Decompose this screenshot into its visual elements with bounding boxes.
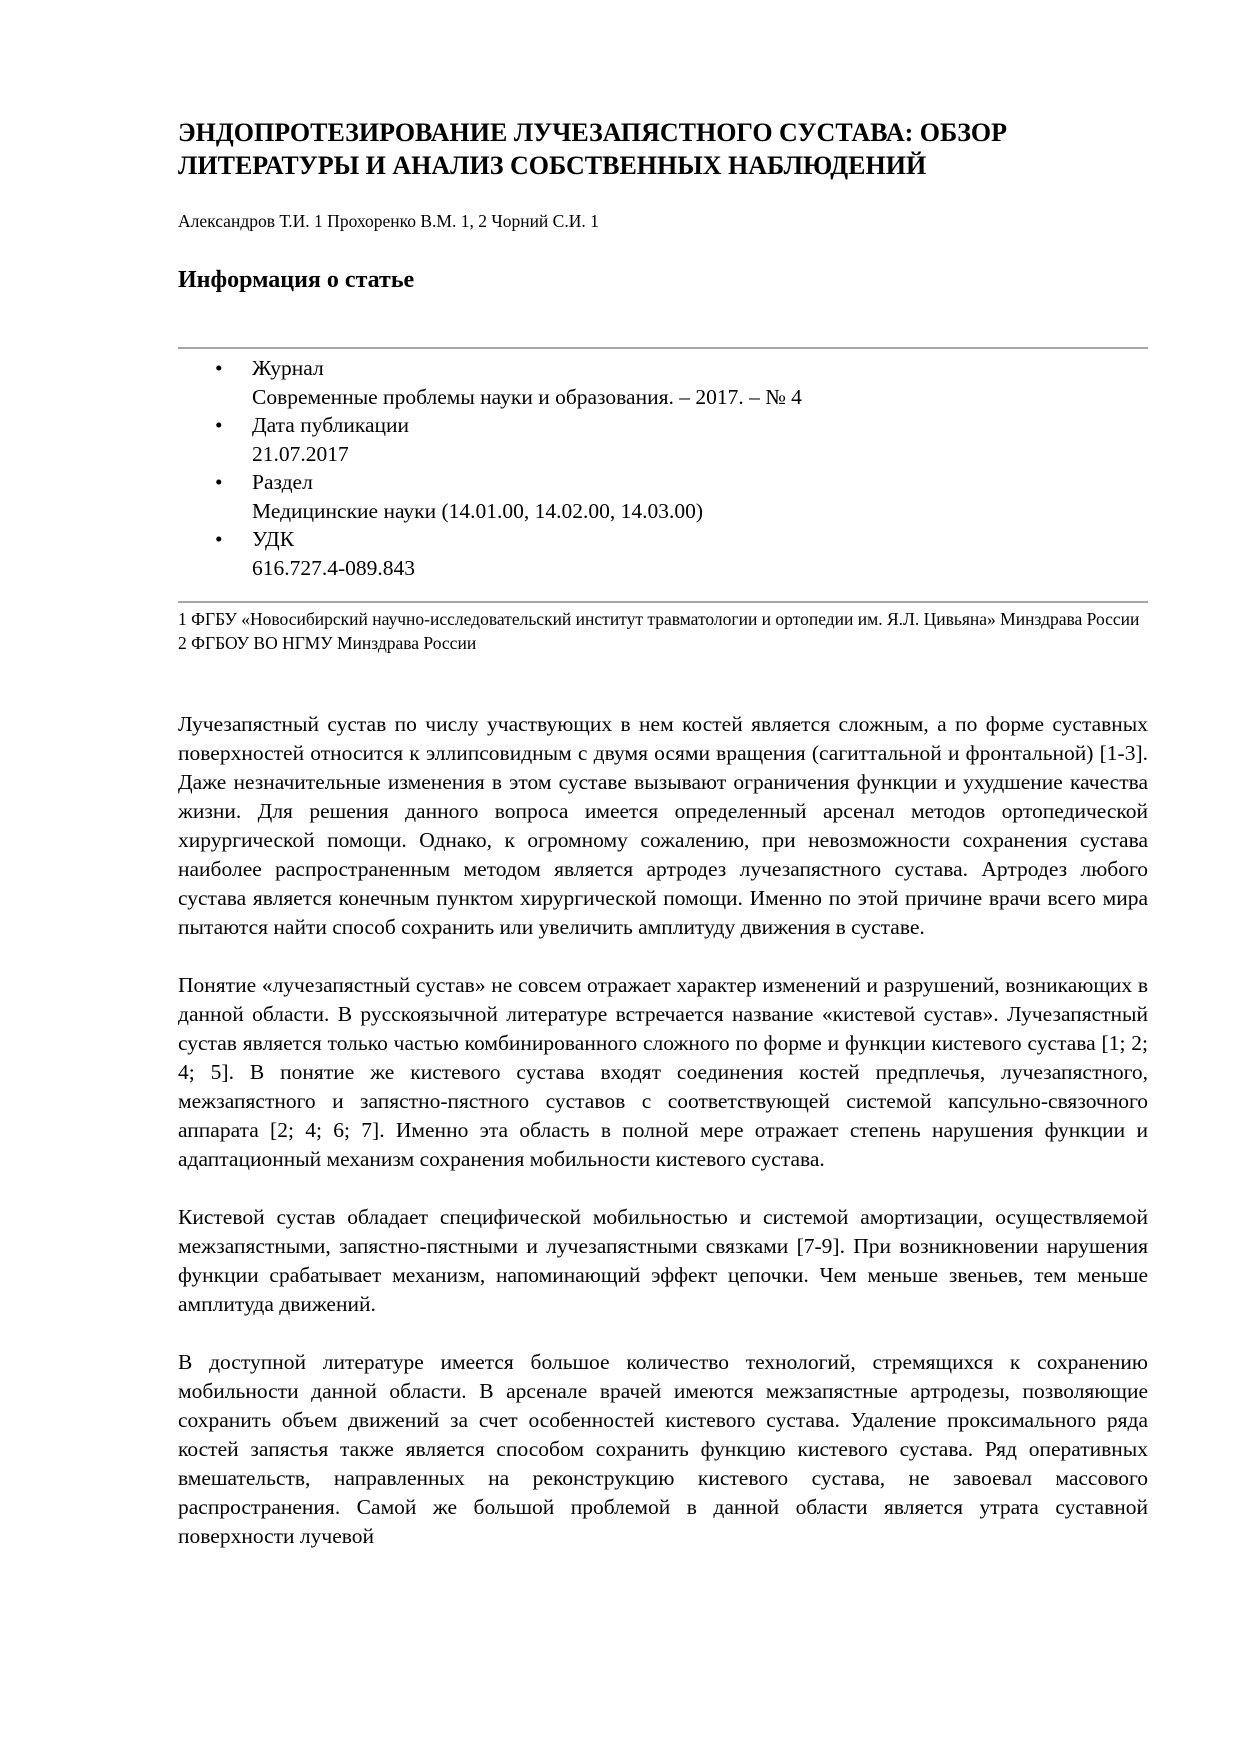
info-list	[178, 354, 802, 582]
authors-line: Александров Т.И. 1 Прохоренко В.М. 1, 2 Чорний С.И. 1	[178, 211, 599, 231]
body-paragraph: Лучезапястный сустав по числу участвующих в нем костей является сложным, а по форме суставных поверхностей относится к эллипсовидным с двумя осями вращения (сагиттальной и фронтальной) [1-3]. Даже незначительные изменения в этом суставе вызывают ограничения функции и ухудшение качества жизни. Для решения данного вопроса имеется определенный арсенал методов ортопедической хирургической помощи. Однако, к огромному сожалению, при невозможности сохранения сустава наиболее распространенным методом является артродез лучезапястного сустава. Артродез любого сустава является конечным пунктом хирургической помощи. Именно по этой причине врачи всего мира пытаются найти способ сохранить или увеличить амплитуду движения в суставе.	[178, 712, 1148, 939]
affiliation-2: 2 ФГБОУ ВО НГМУ Минздрава России	[178, 632, 477, 653]
affiliation-1: 1 ФГБУ «Новосибирский научно-исследовательский институт травматологии и ортопедии им. Я.Л. Цивьяна» Минздрава России	[178, 609, 1140, 629]
article-body	[178, 710, 1148, 1580]
bullet-icon: •	[215, 413, 223, 437]
body-paragraph: Кистевой сустав обладает специфической мобильностью и системой амортизации, осуществляемой межзапястными, запястно-пястными и лучезапястными связками [7-9]. При возникновении нарушения функции срабатывает механизм, напоминающий эффект цепочки. Чем меньше звеньев, тем меньше амплитуда движений.	[178, 1205, 1148, 1316]
divider-bottom	[178, 601, 1148, 603]
divider-top	[178, 347, 1148, 349]
info-label: Раздел	[252, 470, 313, 494]
bullet-icon: •	[215, 470, 223, 494]
affiliations	[178, 608, 1148, 655]
info-value: Медицинские науки (14.01.00, 14.02.00, 14.03.00)	[252, 498, 704, 523]
info-label: УДК	[252, 527, 295, 551]
info-item-journal	[178, 354, 802, 411]
body-paragraph: Понятие «лучезапястный сустав» не совсем отражает характер изменений и разрушений, возникающих в данной области. В русскоязычной литературе встречается название «кистевой сустав». Лучезапястный сустав является только частью комбинированного сложного по форме и функции кистевого сустава [1; 2; 4; 5]. В понятие же кистевого сустава входят соединения костей предплечья, лучезапястного, межзапястного и запястно-пястного суставов с соответствующей системой капсульно-связочного аппарата [2; 4; 6; 7]. Именно эта область в полной мере отражает степень нарушения функции и адаптационный механизм сохранения мобильности кистевого сустава.	[178, 973, 1148, 1171]
bullet-icon: •	[215, 527, 223, 551]
info-value: 21.07.2017	[252, 441, 349, 466]
info-item-section	[178, 468, 802, 525]
info-heading: Информация о статье	[178, 267, 415, 293]
info-value: Современные проблемы науки и образования. – 2017. – № 4	[252, 384, 802, 409]
article-title: ЭНДОПРОТЕЗИРОВАНИЕ ЛУЧЕЗАПЯСТНОГО СУСТАВА: ОБЗОР ЛИТЕРАТУРЫ И АНАЛИЗ СОБСТВЕННЫХ НАБЛЮДЕНИЙ	[178, 118, 1008, 180]
info-label: Журнал	[252, 356, 324, 380]
info-value: 616.727.4-089.843	[252, 555, 416, 580]
body-paragraph: В доступной литературе имеется большое количество технологий, стремящихся к сохранению мобильности данной области. В арсенале врачей имеются межзапястные артродезы, позволяющие сохранить объем движений за счет особенностей кистевого сустава. Удаление проксимального ряда костей запястья также является способом сохранить функцию кистевого сустава. Ряд оперативных вмешательств, направленных на реконструкцию кистевого сустава, не завоевал массового распространения. Самой же большой проблемой в данной области является утрата суставной поверхности лучевой	[178, 1350, 1148, 1548]
info-label: Дата публикации	[252, 413, 410, 437]
info-item-udc	[178, 525, 802, 582]
bullet-icon: •	[215, 356, 223, 380]
info-item-date	[178, 411, 802, 468]
